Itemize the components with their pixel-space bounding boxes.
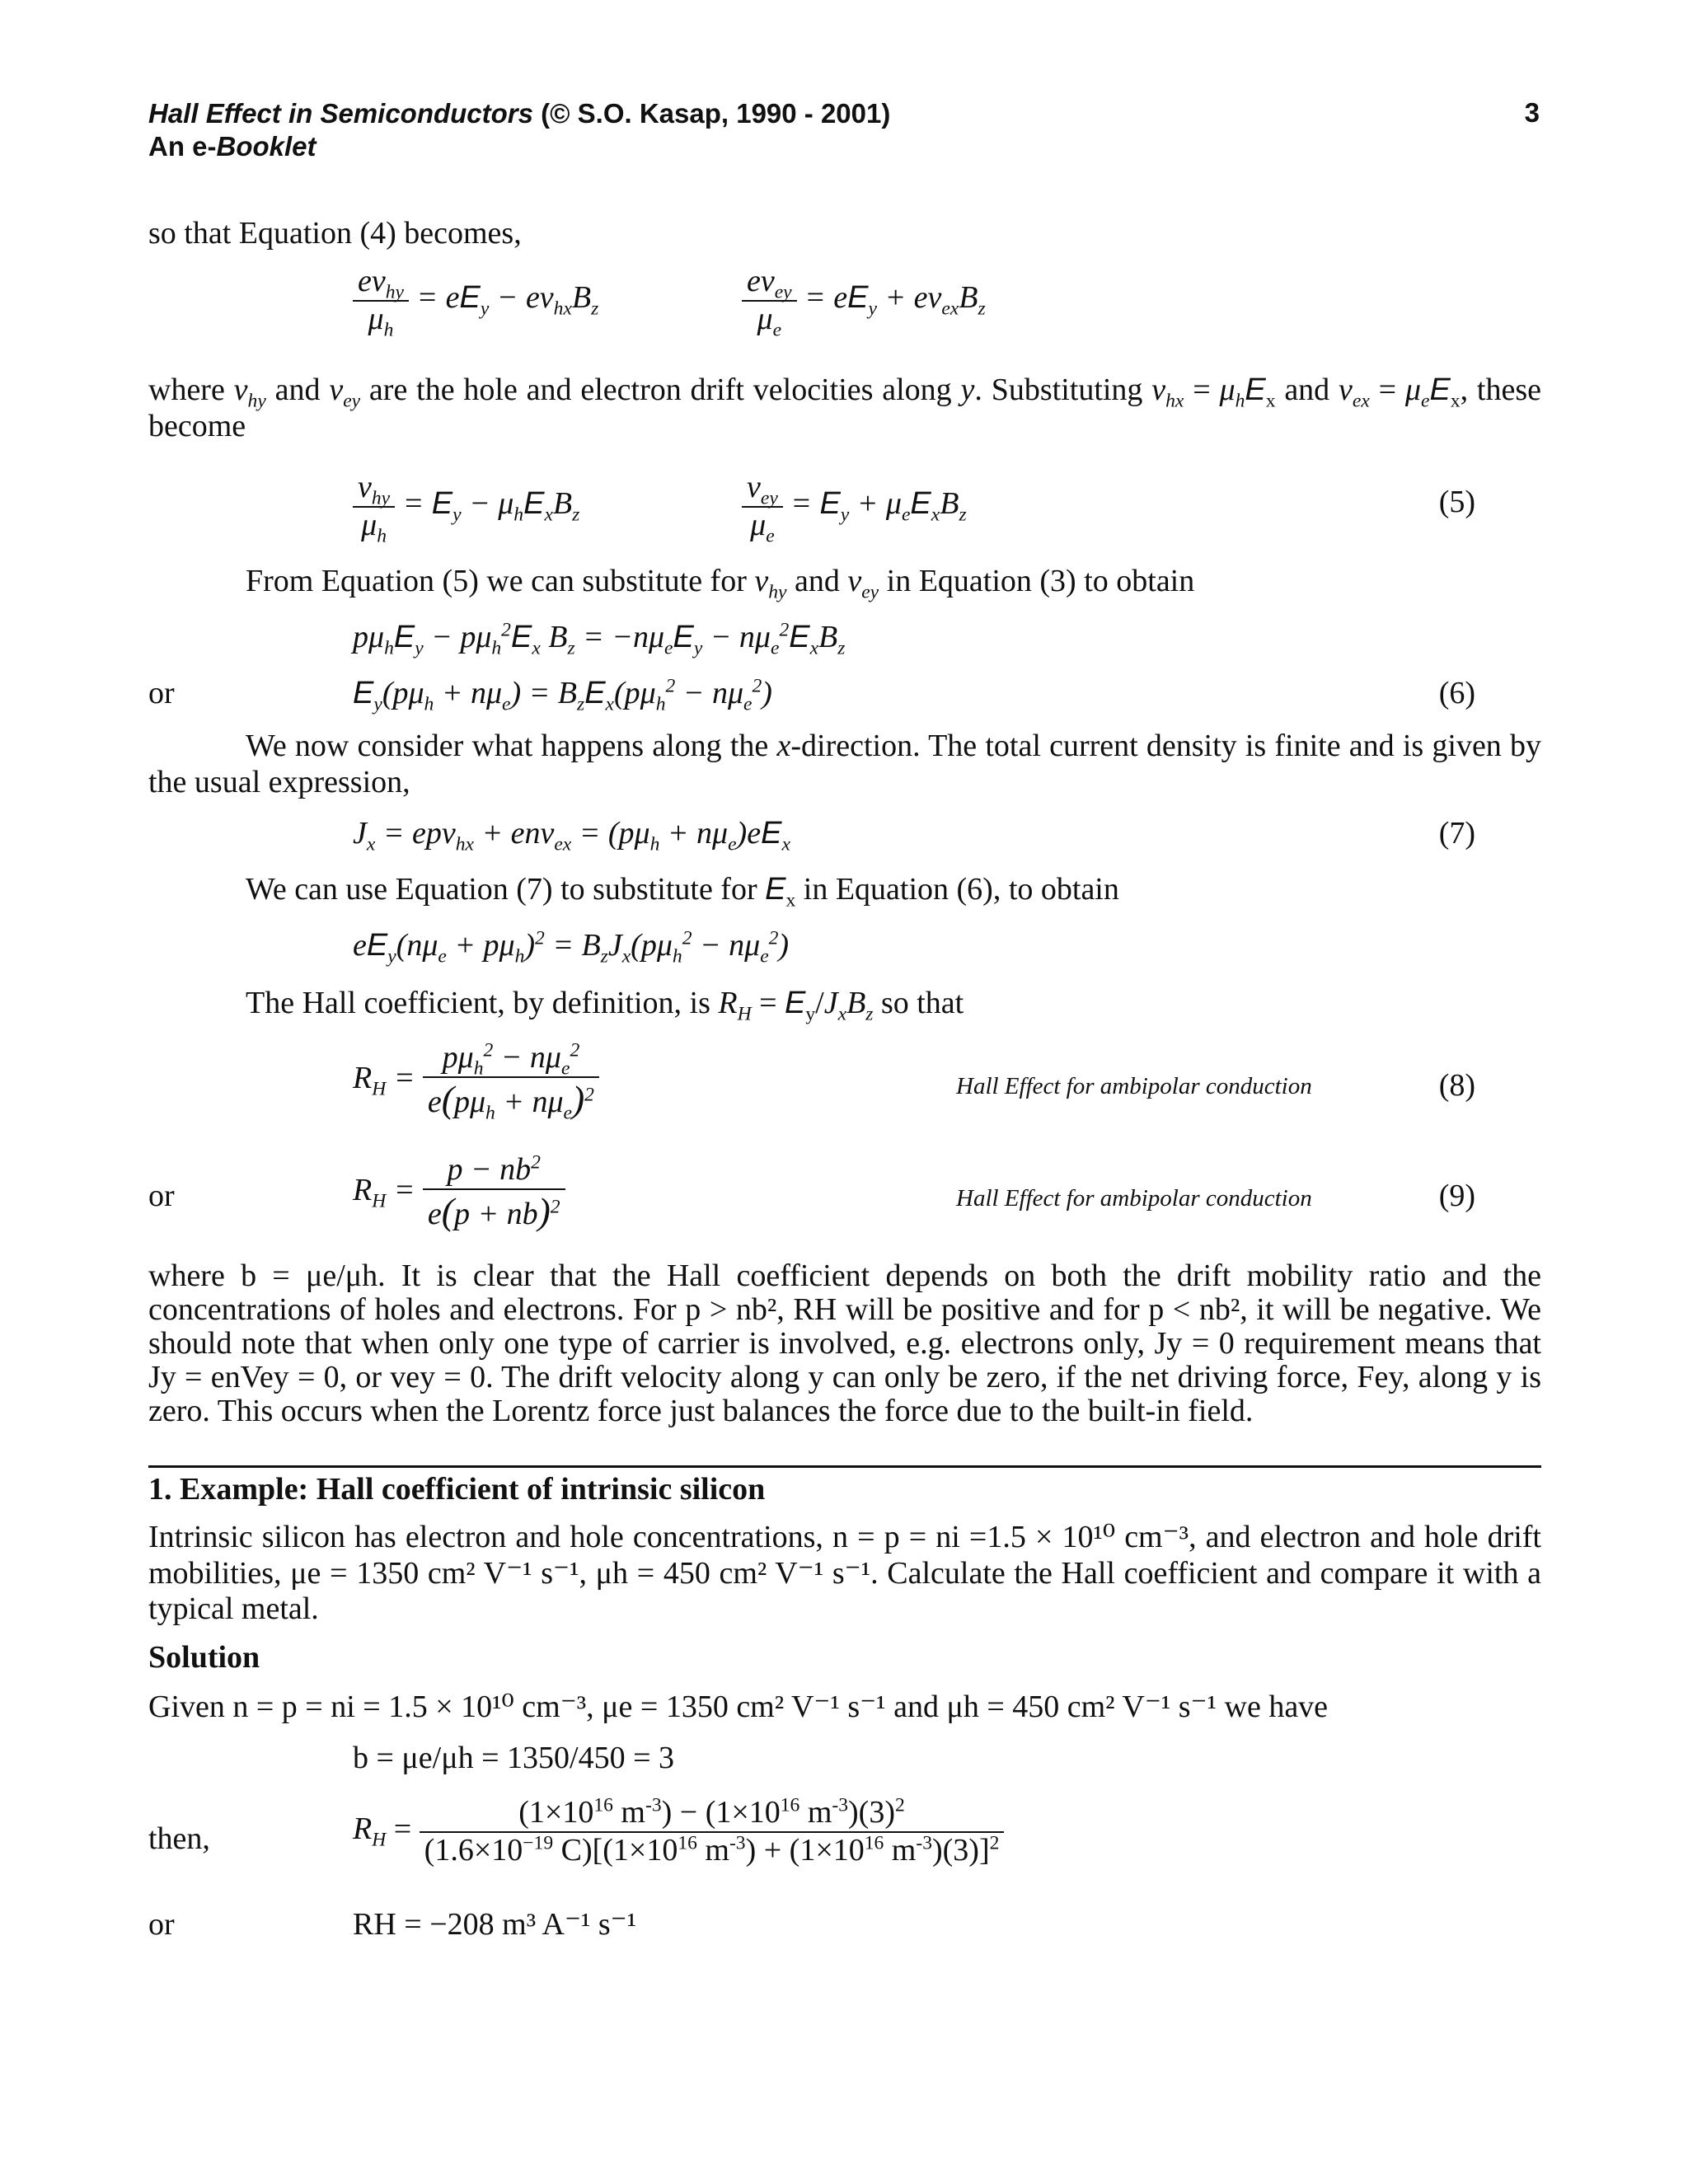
eq5-hole: $\frac{v_{hy}}{\mu_h}$ = $E_y - \mu_hE_xB_z$ [353,470,579,543]
b-value: b = μe/μh = 1350/450 = 3 [353,1741,675,1775]
rh-result: RH = −208 m³ A⁻¹ s⁻¹ [353,1907,637,1942]
solution-given: Given n = p = ni = 1.5 × 10¹⁰ cm⁻³, μe = 1350 cm² V⁻¹ s⁻¹ and μh = 450 cm² V⁻¹ s⁻¹ we have [148,1690,1329,1724]
copyright: (© S.O. Kasap, 1990 - 2001) [533,98,891,129]
booklet-title: Hall Effect in Semiconductors [148,98,533,129]
eq-hole-drift: $\frac{ev_{hy}}{\mu_h}$ = $eE_y - ev_{hx}B_z$ [353,264,598,337]
eq5-electron: $\frac{v_{ey}}{\mu_e}$ = $E_y + \mu_eE_xB_z$ [742,470,967,543]
eq9-number: (9) [1438,1179,1475,1213]
eq-hole-rhs: = $eE_y - ev_{hx}B_z$ [416,280,599,320]
running-header [148,97,890,162]
example-problem: Intrinsic silicon has electron and hole concentrations, n = p = ni =1.5 × 10¹⁰ cm⁻³, and electron and hole drift mobilities, μe = 1350 cm² V⁻¹ s⁻¹, μh = 450 cm² V⁻¹ s⁻¹. Calculate the Hall coefficient and compare it with a typical metal. [148,1520,1541,1627]
or-label-9: or [148,1179,175,1213]
eq9: $R_H$ = $\frac{p - nb^2}{e(p + nb)^2}$ [353,1152,565,1233]
or-label-6: or [148,676,175,710]
eq-combined: $eE_y(n\mu_e + p\mu_h)^2 = B_zJ_x(p\mu_h^2 - n\mu_e^2)$ [353,927,790,968]
eq9-label: Hall Effect for ambipolar conduction [956,1185,1312,1212]
eq7-number: (7) [1438,816,1475,851]
eq6-number: (6) [1438,676,1475,710]
eq7: $J_x = epv_{hx} + env_{ex} = (p\mu_h + n\mu_e)eE_x$ [353,816,790,855]
para-use-eq7: We can use Equation (7) to substitute for $E_x$ in Equation (6), to obtain [246,872,1119,912]
rh-numeric: $R_H$ = $\frac{(1\times 10^{16} m^{-3}) - (1\times 10^{16} m^{-3})(3)^2}{(1.6\times 10^{-19} C)[(1\times 10^{16} m^{-3}) + (1\times 10^{16} m^{-3})(3)]^2}$ [353,1795,1004,1868]
eq-electron-drift: $\frac{ev_{ey}}{\mu_e}$ = $eE_y + ev_{ex}B_z$ [742,264,986,337]
page-number: 3 [1524,97,1540,128]
subtitle-prefix: An e- [148,130,217,162]
eq6: $E_y(p\mu_h + n\mu_e) = B_zE_x(p\mu_h^2 - n\mu_e^2)$ [353,675,772,715]
para-from-eq5: From Equation (5) we can substitute for $v_{hy}$ and $v_{ey}$ in Equation (3) to obtain [246,564,1195,603]
para-x-direction: We now consider what happens along the x-direction. The total current density is finite and is given by the usual expression, [148,729,1542,799]
para-hall-def: The Hall coefficient, by definition, is $R_H = E_y/J_xB_z$ so that [246,986,964,1025]
eq5-number: (5) [1438,485,1475,519]
eq8-number: (8) [1438,1068,1475,1103]
example-heading: 1. Example: Hall coefficient of intrinsic silicon [148,1472,766,1507]
eq8-label: Hall Effect for ambipolar conduction [956,1073,1312,1099]
eq8: $R_H$ = $\frac{p\mu_h^2 - n\mu_e^2}{e(p\mu_h + n\mu_e)^2}$ [353,1040,599,1121]
para-where-drift: where $v_{hy}$ and $v_{ey}$ are the hole and electron drift velocities along y. Substituting $v_{hx} = \mu_hE_x$ and $v_{ex} = \mu_eE_x$, these become [148,373,1541,443]
eq-substituted: $p\mu_hE_y - p\mu_h^2E_x$ $B_z = -n\mu_eE_y - n\mu_e^2E_xB_z$ [353,619,846,659]
section-divider [148,1465,1541,1468]
solution-heading: Solution [148,1640,260,1675]
then-label: then, [148,1821,210,1856]
para-where-b: where b = μe/μh. It is clear that the Hall coefficient depends on both the drift mobility ratio and the concentrations of holes and electrons. For p > nb², RH will be positive and for p < nb², it will be negative. We should note that when only one type of carrier is involved, e.g. electrons only, Jy = 0 requirement means that Jy = enVey = 0, or vey = 0. The drift velocity along y can only be zero, if the net driving force, Fey, along y is zero. This occurs when the Lorentz force just balances the force due to the built-in field. [148,1258,1541,1429]
intro-text: so that Equation (4) becomes, [148,216,522,251]
subtitle-em: Booklet [216,130,316,162]
or-label-result: or [148,1907,175,1942]
eq-electron-rhs: = $eE_y + ev_{ex}B_z$ [804,280,986,320]
